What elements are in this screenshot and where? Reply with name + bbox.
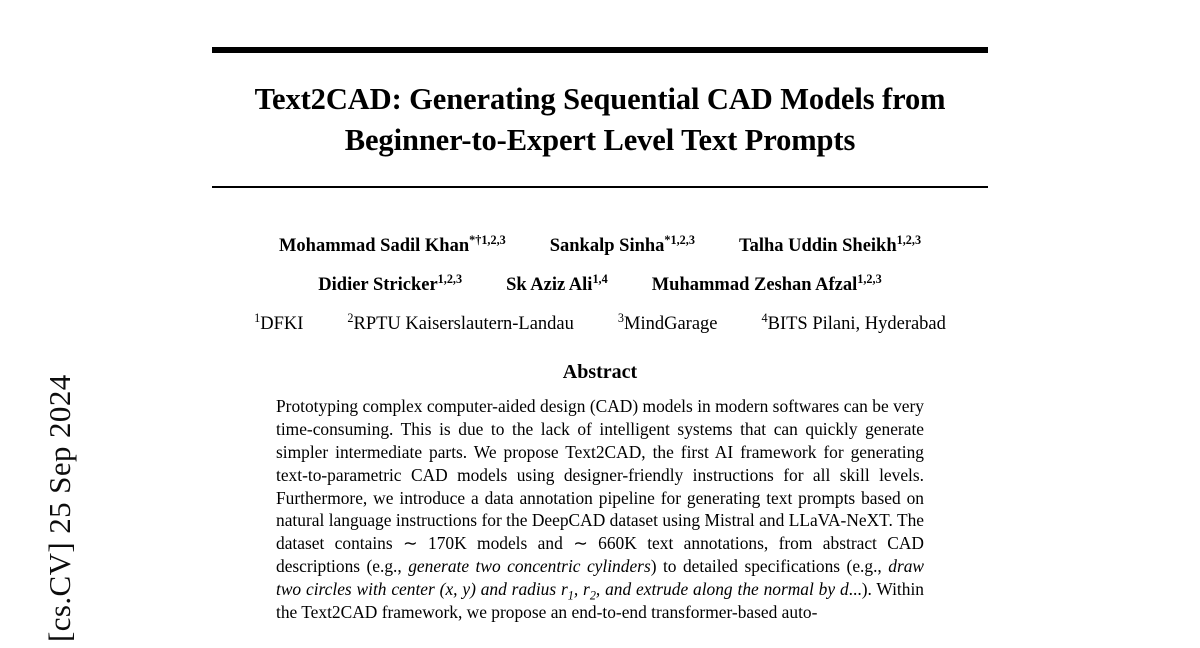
author-label: Mohammad Sadil Khan [278, 236, 470, 257]
author-label: Muhammad Zeshan Afzal [651, 275, 858, 296]
affiliation-item [617, 311, 718, 335]
author-affiliation-marks: 1,4 [592, 272, 608, 287]
affiliation-label: MindGarage [624, 314, 718, 335]
author-label: Sankalp Sinha [549, 236, 665, 257]
author-name [549, 233, 695, 257]
author-name [738, 233, 922, 257]
title-rule-top [212, 47, 988, 53]
author-name [651, 272, 882, 296]
author-affiliation-marks: 1,2,3 [437, 272, 463, 287]
affiliation-row [212, 311, 988, 335]
author-affiliation-marks: *1,2,3 [664, 233, 695, 248]
author-label: Talha Uddin Sheikh [738, 236, 897, 257]
arxiv-vertical-stamp [0, 0, 120, 648]
affiliation-item [254, 311, 304, 335]
author-affiliation-marks: *†1,2,3 [469, 233, 506, 248]
affiliation-item [347, 311, 574, 335]
author-label: Sk Aziz Ali [506, 275, 593, 296]
affiliation-label: DFKI [260, 314, 304, 335]
page-title-line2: Beginner-to-Expert Level Text Prompts [344, 123, 856, 158]
affiliation-label: BITS Pilani, Hyderabad [767, 314, 946, 335]
title-rule-bottom [212, 186, 988, 188]
author-affiliation-marks: 1,2,3 [896, 233, 922, 248]
affiliation-mark: 1 [254, 311, 261, 326]
author-row-2 [212, 272, 988, 296]
author-name [506, 272, 608, 296]
affiliation-label: RPTU Kaiserslautern-Landau [353, 314, 574, 335]
author-affiliation-marks: 1,2,3 [857, 272, 882, 287]
page-title [212, 79, 988, 161]
arxiv-stamp-text: [cs.CV] 25 Sep 2024 [42, 374, 77, 642]
affiliation-mark: 4 [761, 311, 768, 326]
author-block [212, 233, 988, 335]
author-label: Didier Stricker [318, 275, 438, 296]
affiliation-item [761, 311, 946, 335]
abstract-heading: Abstract [562, 361, 638, 384]
author-name [278, 233, 506, 257]
affiliation-mark: 2 [347, 311, 354, 326]
abstract-text: Prototyping complex computer-aided design (CAD) models in modern softwares can be very time-consuming. This is due to the lack of intelligent systems that can quickly generate simpler intermediate parts. We propose Text2CAD, the first AI framework for generating text-to-parametric CAD models using designer-friendly instructions for all skill levels. Furthermore, we introduce a data annotation pipeline for generating text prompts based on natural language instructions for the DeepCAD dataset using Mistral and LLaVA-NeXT. The dataset contains ∼ 170K models and ∼ 660K text annotations, from abstract CAD descriptions (e.g., generate two concentric cylinders) to detailed specifications (e.g., draw two circles with center (x, y) and radius $r_1$, $r_2$, and extrude along the normal by d...). Within the Text2CAD framework, we propose an end-to-end transformer-based auto- [276, 396, 925, 622]
author-name [318, 272, 463, 296]
affiliation-mark: 3 [617, 311, 624, 326]
author-row-1 [212, 233, 988, 257]
page-title-line1: Text2CAD: Generating Sequential CAD Models from [254, 82, 946, 116]
paper-page [212, 0, 988, 648]
